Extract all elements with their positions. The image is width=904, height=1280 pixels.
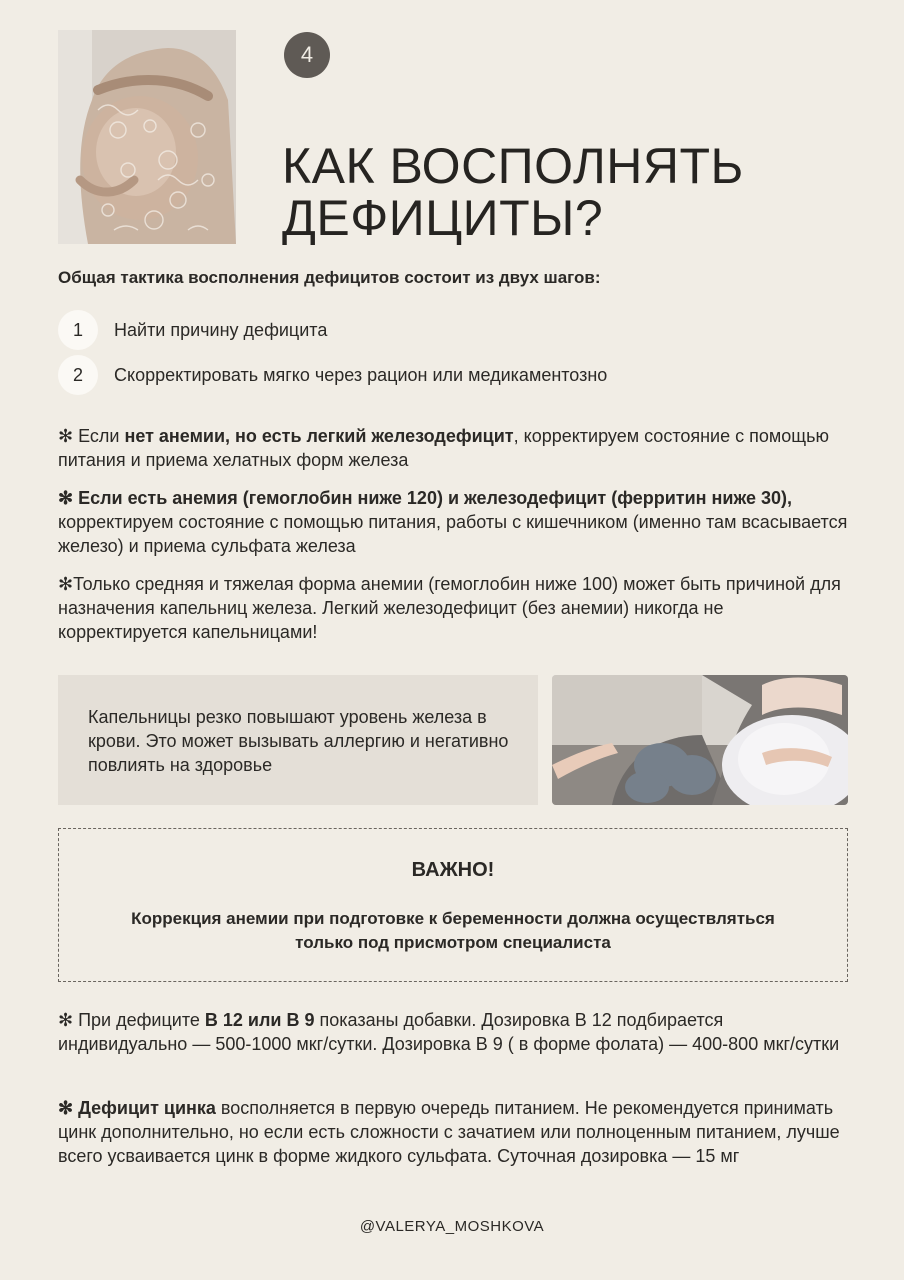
- paragraph-b12-b9: ✻ При дефиците В 12 или В 9 показаны добавки. Дозировка В 12 подбирается индивидуально — 500-1000 мкг/сутки. Дозировка В 9 ( в форме фолата) — 400-800 мкг/сутки: [58, 1010, 840, 1054]
- callout-text: Капельницы резко повышают уровень железа в крови. Это может вызывать аллергию и негативно повлиять на здоровье: [88, 707, 509, 775]
- pregnant-on-sofa-photo: [552, 675, 848, 805]
- step-text: Найти причину дефицита: [114, 319, 328, 340]
- page-number: 4: [300, 42, 314, 67]
- paragraph-zinc: ✻ Дефицит цинка восполняется в первую очередь питанием. Не рекомендуется принимать цинк дополнительно, но если есть сложности с зачатием или полноценным питанием, лучше всего усваивается цинк в форме жидкого сульфата. Суточная дозировка — 15 мг: [58, 1098, 840, 1166]
- author-handle: @VALERYA_MOSHKOVA: [359, 1218, 545, 1235]
- pregnant-on-sofa-illustration: [552, 675, 848, 805]
- important-text: Коррекция анемии при подготовке к беременности должна осуществляться только под присмотром специалиста: [131, 909, 775, 952]
- step-item-2: [58, 355, 607, 395]
- page-title: [282, 140, 842, 244]
- title-line-2: ДЕФИЦИТЫ?: [282, 190, 604, 246]
- paragraph-anemia-iron-deficiency: ✻ Если есть анемия (гемоглобин ниже 120) и железодефицит (ферритин ниже 30), корректируем состояние с помощью питания, работы с кишечником (именно там всасывается железо) и приема сульфата железа: [58, 488, 848, 556]
- important-box: [58, 828, 848, 982]
- paragraph-mild-iron-deficiency: ✻ Если нет анемии, но есть легкий железодефицит, корректируем состояние с помощью питания и приема хелатных форм железа: [58, 426, 829, 470]
- step-number: 2: [58, 355, 98, 395]
- pregnancy-lace-photo: [58, 30, 236, 244]
- title-line-1: КАК ВОСПОЛНЯТЬ: [282, 138, 744, 194]
- callout-box: [58, 675, 538, 805]
- step-text: Скорректировать мягко через рацион или медикаментозно: [114, 364, 608, 385]
- step-item-1: [58, 310, 327, 350]
- pregnancy-lace-illustration: [58, 30, 236, 244]
- important-heading: ВАЖНО!: [411, 859, 495, 881]
- step-number: 1: [58, 310, 98, 350]
- page-number-badge: [284, 32, 330, 78]
- intro-text: Общая тактика восполнения дефицитов состоит из двух шагов:: [58, 268, 601, 287]
- paragraph-iron-drips: ✻Только средняя и тяжелая форма анемии (гемоглобин ниже 100) может быть причиной для назначения капельниц железа. Легкий железодефицит (без анемии) никогда не корректируется капельницами!: [58, 574, 841, 642]
